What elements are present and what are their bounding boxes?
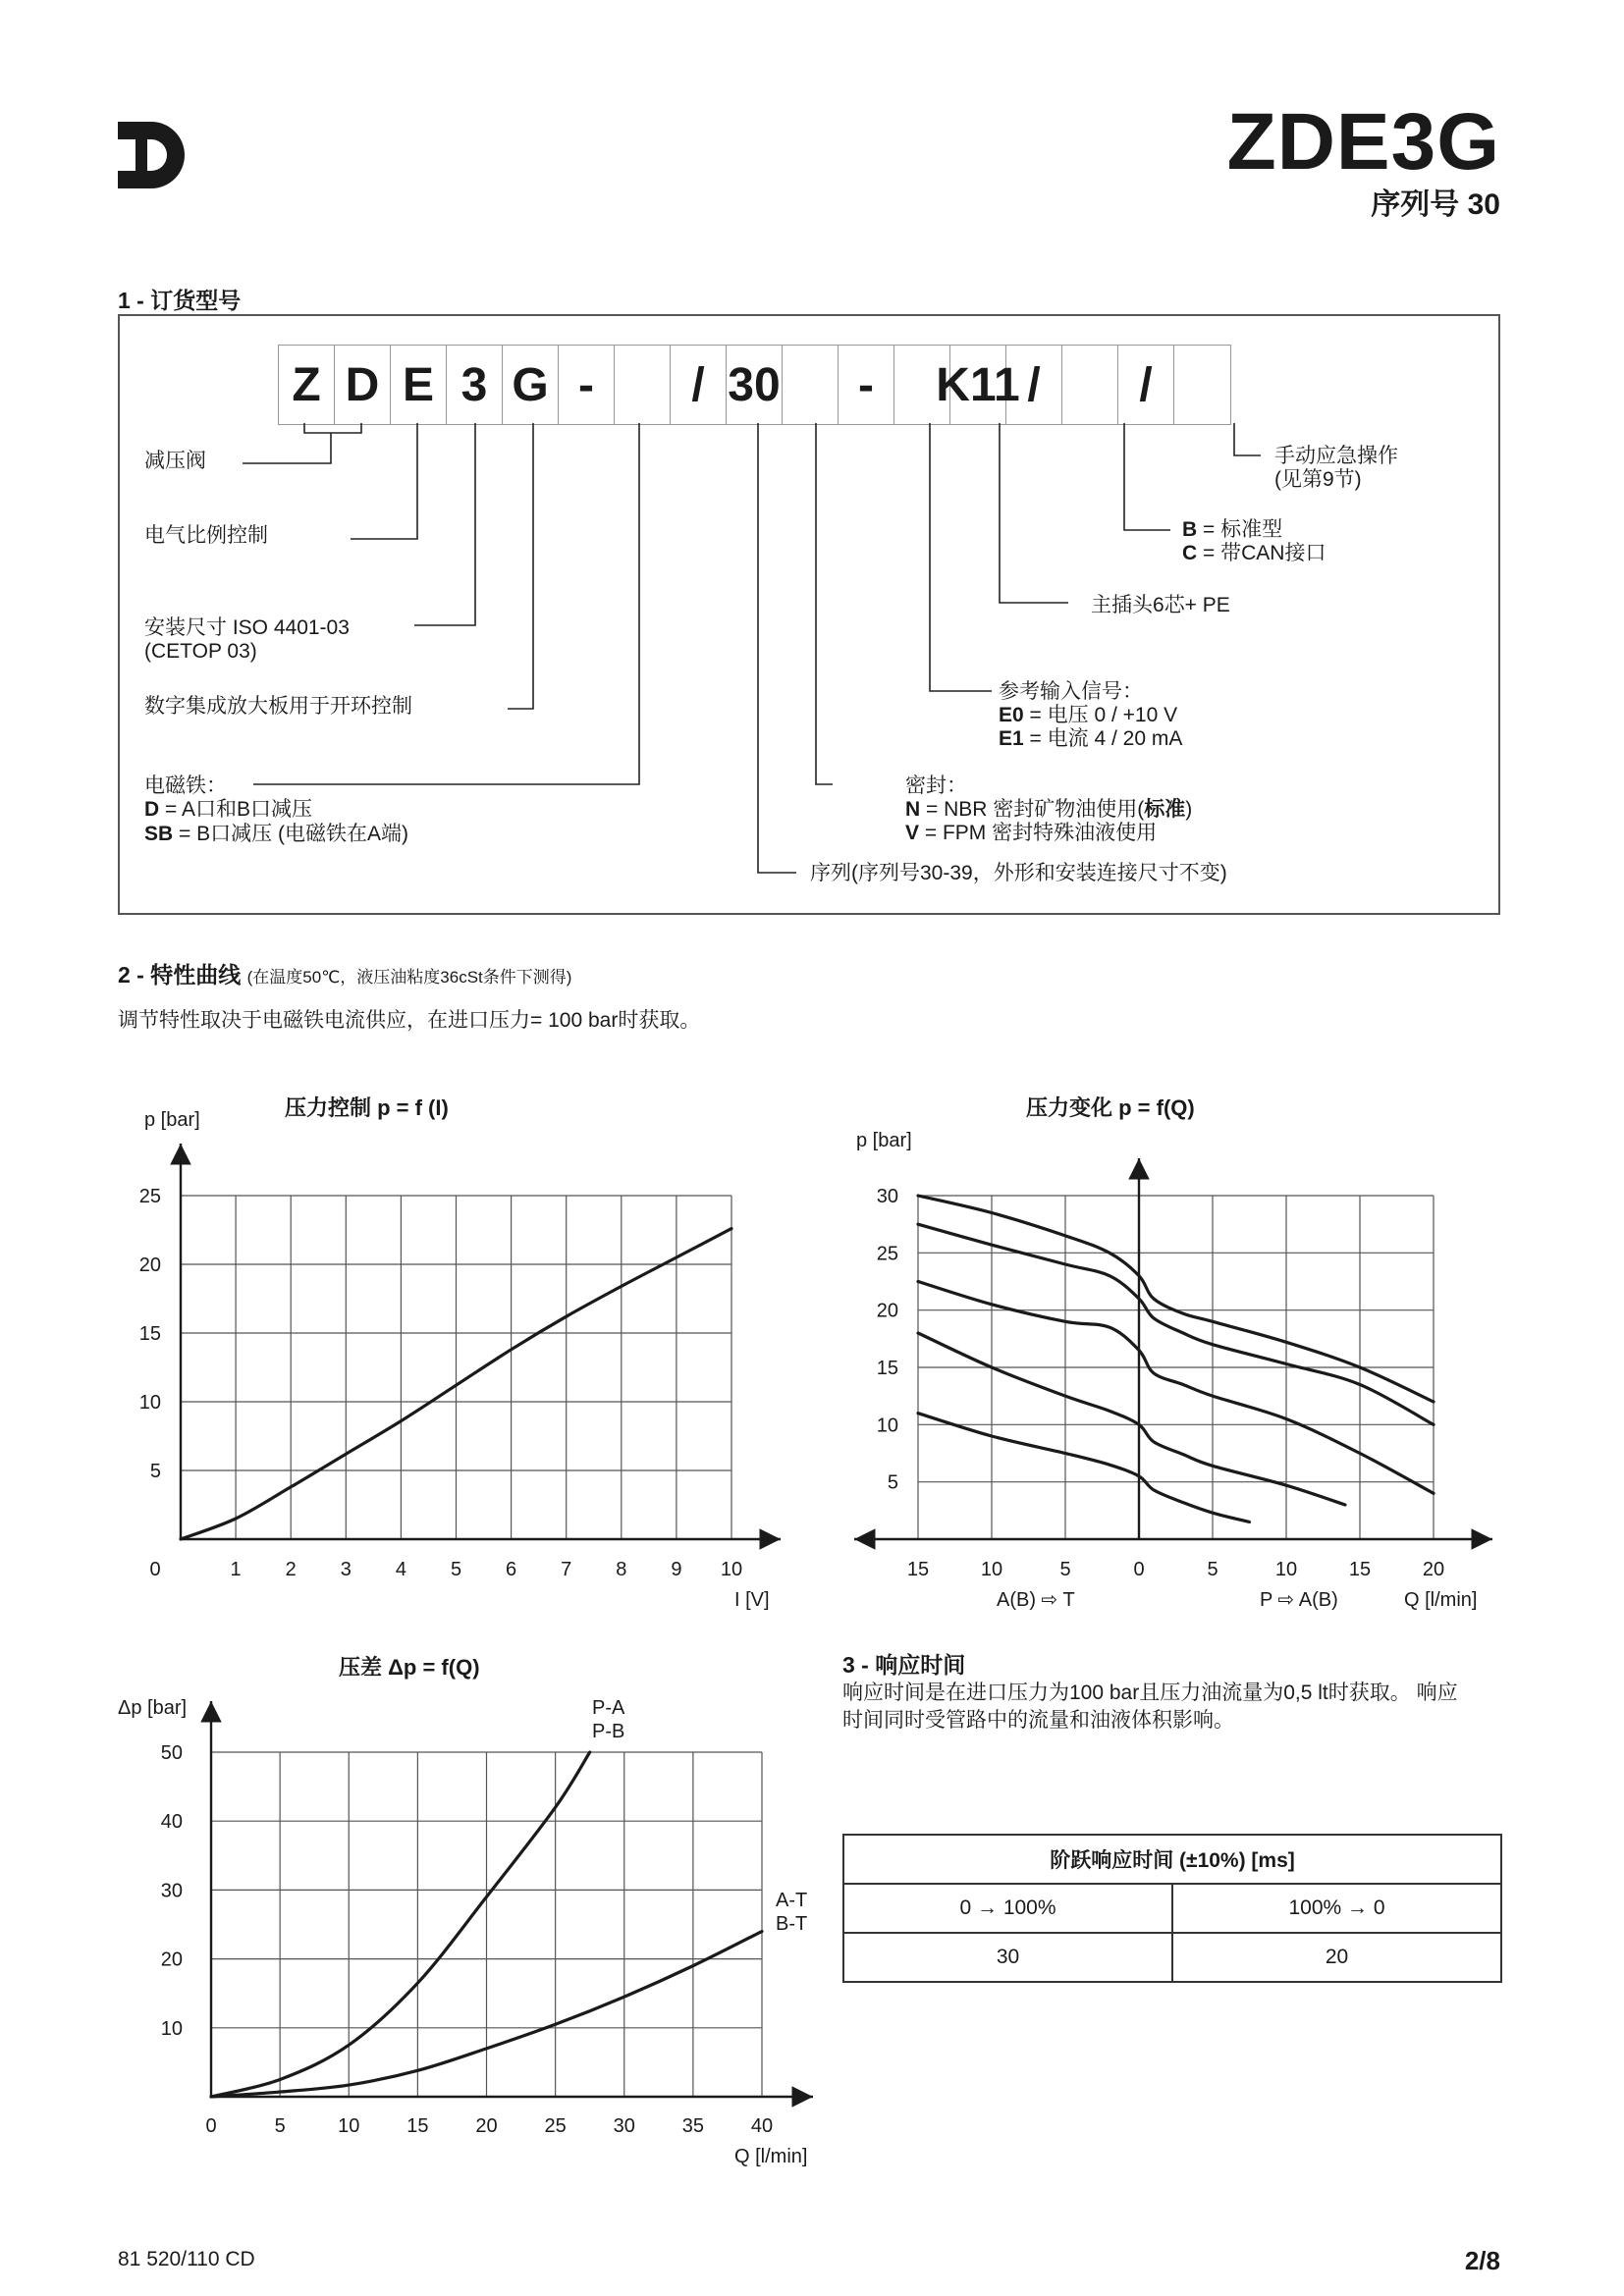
section2-heading: 2 - 特性曲线 (在温度50℃，液压油粘度36cSt条件下测得) bbox=[118, 962, 572, 988]
x-tick-label: 5 bbox=[450, 1559, 462, 1580]
section1-heading: 1 - 订货型号 bbox=[118, 288, 242, 313]
series-number: 序列号 30 bbox=[1371, 188, 1500, 221]
y-tick-label: 25 bbox=[876, 1243, 898, 1265]
chart-pressure-control bbox=[139, 1095, 781, 1611]
document-number: 81 520/110 CD bbox=[118, 2248, 255, 2270]
y-tick-label: 10 bbox=[876, 1415, 898, 1437]
x-right-direction-label: P ⇨ A(B) bbox=[1260, 1589, 1338, 1611]
y-tick-label: 5 bbox=[149, 1461, 161, 1482]
x-tick-label: 10 bbox=[720, 1559, 743, 1580]
x-tick-label: 20 bbox=[1422, 1559, 1445, 1580]
y-tick-label: 20 bbox=[138, 1255, 161, 1276]
label-reference-e1: E1 = 电流 4 / 20 mA bbox=[999, 727, 1183, 750]
code-cell: - bbox=[559, 346, 615, 424]
label-manual-override-ref: (见第9节) bbox=[1274, 468, 1362, 491]
label-series: 序列(序列号30-39，外形和安装连接尺寸不变) bbox=[810, 862, 1227, 884]
label-reference-e0: E0 = 电压 0 / +10 V bbox=[999, 704, 1178, 726]
label-option-b: B = 标准型 bbox=[1182, 518, 1283, 541]
chart-title: 压力变化 p = f(Q) bbox=[1026, 1095, 1195, 1120]
x-tick-label: 7 bbox=[561, 1559, 572, 1580]
x-tick-label: 10 bbox=[980, 1559, 1003, 1580]
code-cell: / bbox=[1006, 346, 1062, 424]
x-tick-label: 4 bbox=[395, 1559, 406, 1580]
y-axis-label: p [bar] bbox=[856, 1130, 912, 1151]
y-tick-label: 10 bbox=[138, 1392, 161, 1414]
chart-title: 压差 Δp = f(Q) bbox=[339, 1655, 480, 1680]
label-digital-driver: 数字集成放大板用于开环控制 bbox=[144, 695, 412, 718]
code-cell: K11 bbox=[950, 346, 1006, 424]
x-tick-label: 0 bbox=[205, 2115, 217, 2137]
x-tick-label: 40 bbox=[750, 2115, 774, 2137]
label-reference-title: 参考输入信号： bbox=[999, 680, 1143, 703]
code-cell: E bbox=[391, 346, 447, 424]
y-tick-label: 20 bbox=[160, 1949, 183, 1971]
x-tick-label: 25 bbox=[544, 2115, 567, 2137]
label-seal-title: 密封： bbox=[905, 774, 967, 797]
x-tick-label: 1 bbox=[230, 1559, 242, 1580]
x-axis-label: I [V] bbox=[734, 1589, 770, 1611]
y-tick-label: 15 bbox=[876, 1358, 898, 1379]
series-line bbox=[918, 1196, 1434, 1402]
label-proportional: 电气比例控制 bbox=[144, 524, 268, 547]
label-solenoid-d: D = A口和B口减压 bbox=[144, 798, 312, 821]
code-cell: 3 bbox=[447, 346, 503, 424]
section2-intro: 调节特性取决于电磁铁电流供应，在进口压力= 100 bar时获取。 bbox=[118, 1009, 701, 1032]
y-tick-label: 5 bbox=[887, 1471, 898, 1494]
code-cell: / bbox=[1118, 346, 1174, 424]
chart-title: 压力控制 p = f (I) bbox=[285, 1095, 449, 1120]
table-value-fall: 20 bbox=[1172, 1933, 1501, 1982]
series-line bbox=[211, 1752, 590, 2097]
x-axis-label: Q [l/min] bbox=[1404, 1589, 1478, 1611]
table-col-fall: 100% → 0 bbox=[1172, 1884, 1501, 1933]
x-tick-label: 2 bbox=[285, 1559, 297, 1580]
x-tick-label: 35 bbox=[681, 2115, 704, 2137]
product-title: ZDE3G bbox=[1226, 97, 1500, 187]
x-tick-label: 5 bbox=[1059, 1559, 1071, 1580]
section3-text-line2: 时间同时受管路中的流量和油液体积影响。 bbox=[842, 1709, 1234, 1732]
series-line bbox=[918, 1282, 1434, 1494]
series-line bbox=[918, 1414, 1250, 1522]
table-header: 阶跃响应时间 (±10%) [ms] bbox=[843, 1835, 1501, 1884]
x-tick-label: 10 bbox=[338, 2115, 360, 2137]
label-cetop: (CETOP 03) bbox=[144, 640, 257, 663]
y-tick-label: 30 bbox=[876, 1186, 898, 1207]
x-tick-label: 15 bbox=[1348, 1559, 1372, 1580]
y-axis-label: p [bar] bbox=[144, 1109, 200, 1131]
label-mounting-size: 安装尺寸 ISO 4401-03 bbox=[144, 616, 350, 639]
code-cell: - bbox=[839, 346, 894, 424]
x-tick-label: 20 bbox=[475, 2115, 498, 2137]
x-tick-label: 9 bbox=[671, 1559, 682, 1580]
code-cell: D bbox=[335, 346, 391, 424]
code-cell: G bbox=[503, 346, 559, 424]
code-cell: 30 bbox=[727, 346, 783, 424]
code-cell: / bbox=[671, 346, 727, 424]
y-tick-label: 40 bbox=[160, 1811, 183, 1834]
x-tick-label: 30 bbox=[613, 2115, 635, 2137]
x-tick-label: 15 bbox=[406, 2115, 429, 2137]
x-tick-label: 0 bbox=[149, 1559, 161, 1580]
label-solenoid-sb: SB = B口减压 (电磁铁在A端) bbox=[144, 823, 408, 845]
x-axis-label: Q [l/min] bbox=[734, 2146, 808, 2167]
series-label: P-A bbox=[592, 1697, 625, 1719]
x-tick-label: 10 bbox=[1274, 1559, 1298, 1580]
table-value-rise: 30 bbox=[843, 1933, 1172, 1982]
label-option-c: C = 带CAN接口 bbox=[1182, 542, 1326, 564]
label-seal-n: N = NBR 密封矿物油使用(标准) bbox=[905, 798, 1193, 821]
x-tick-label: 8 bbox=[616, 1559, 627, 1580]
y-tick-label: 10 bbox=[160, 2017, 183, 2040]
x-tick-label: 6 bbox=[506, 1559, 517, 1580]
series-line bbox=[918, 1224, 1434, 1424]
label-solenoid-title: 电磁铁： bbox=[144, 774, 227, 797]
y-tick-label: 15 bbox=[138, 1323, 161, 1345]
label-reducing-valve: 减压阀 bbox=[144, 450, 206, 472]
x-tick-label: 3 bbox=[340, 1559, 352, 1580]
page-number: 2/8 bbox=[1464, 2246, 1500, 2275]
label-connector: 主插头6芯+ PE bbox=[1091, 594, 1230, 616]
code-cell: Z bbox=[279, 346, 335, 424]
chart-pressure-drop bbox=[118, 1655, 813, 2167]
series-label: A-T bbox=[776, 1890, 808, 1911]
section3-text-line1: 响应时间是在进口压力为100 bar且压力油流量为0,5 lt时获取。 响应 bbox=[842, 1682, 1458, 1704]
x-tick-label: 15 bbox=[906, 1559, 930, 1580]
label-seal-v: V = FPM 密封特殊油液使用 bbox=[905, 822, 1158, 844]
x-left-direction-label: A(B) ⇨ T bbox=[997, 1589, 1075, 1611]
response-time-table bbox=[842, 1834, 1502, 1983]
series-label: B-T bbox=[776, 1913, 808, 1935]
y-tick-label: 50 bbox=[160, 1742, 183, 1764]
series-label: P-B bbox=[592, 1721, 625, 1742]
y-tick-label: 30 bbox=[160, 1880, 183, 1902]
y-tick-label: 20 bbox=[876, 1300, 898, 1322]
label-manual-override: 手动应急操作 bbox=[1274, 445, 1398, 467]
series-line bbox=[918, 1333, 1345, 1505]
x-tick-label: 5 bbox=[274, 2115, 286, 2137]
section3-heading: 3 - 响应时间 bbox=[842, 1652, 966, 1678]
y-tick-label: 25 bbox=[138, 1186, 161, 1207]
y-axis-label: Δp [bar] bbox=[118, 1697, 188, 1719]
x-tick-label: 5 bbox=[1207, 1559, 1218, 1580]
x-tick-label: 0 bbox=[1133, 1559, 1145, 1580]
table-col-rise: 0 → 100% bbox=[843, 1884, 1172, 1933]
chart-pressure-variation bbox=[854, 1095, 1492, 1611]
